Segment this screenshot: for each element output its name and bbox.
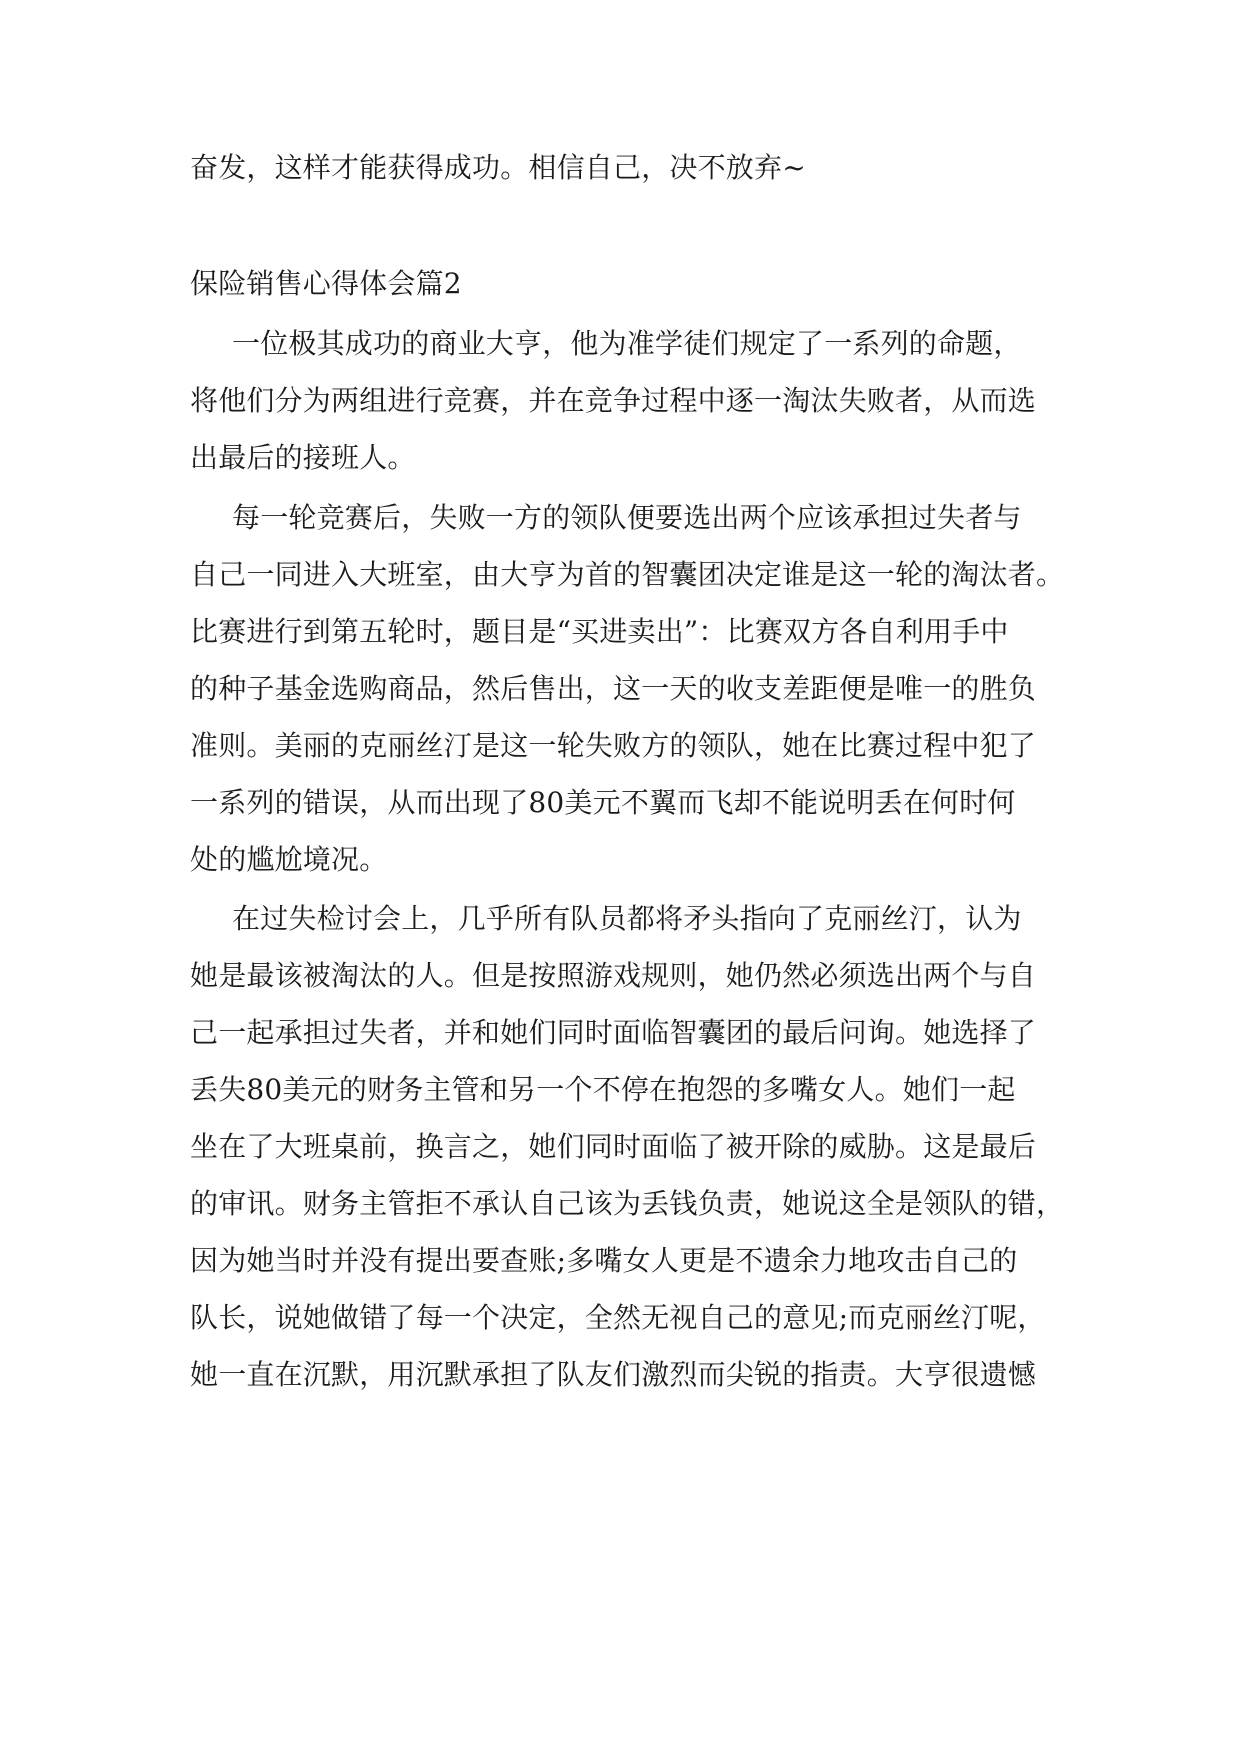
paragraph-line: 在过失检讨会上，几乎所有队员都将矛头指向了克丽丝汀，认为 [232,902,1022,935]
paragraph-line: 坐在了大班桌前，换言之，她们同时面临了被开除的威胁。这是最后 [190,1130,1037,1163]
paragraph-line: 每一轮竞赛后，失败一方的领队便要选出两个应该承担过失者与 [232,501,1022,534]
paragraph-line: 的种子基金选购商品，然后售出，这一天的收支差距便是唯一的胜负 [190,672,1037,705]
paragraph-line: 她是最该被淘汰的人。但是按照游戏规则，她仍然必须选出两个与自 [190,959,1037,992]
paragraph-line: 一系列的错误，从而出现了80美元不翼而飞却不能说明丢在何时何 [190,786,1016,819]
paragraph-line: 比赛进行到第五轮时，题目是“买进卖出”：比赛双方各自利用手中 [190,615,1009,648]
paragraph-line: 出最后的接班人。 [190,441,416,474]
paragraph-line: 准则。美丽的克丽丝汀是这一轮失败方的领队，她在比赛过程中犯了 [190,729,1037,762]
text-line: 奋发，这样才能获得成功。相信自己，决不放弃~ [190,151,806,184]
section-heading: 保险销售心得体会篇2 [190,267,462,300]
paragraph-line: 队长，说她做错了每一个决定，全然无视自己的意见;而克丽丝汀呢， [190,1301,1046,1334]
paragraph-line: 一位极其成功的商业大亨，他为准学徒们规定了一系列的命题， [232,327,1022,360]
paragraph-line: 丢失80美元的财务主管和另一个不停在抱怨的多嘴女人。她们一起 [190,1073,1016,1106]
paragraph-line: 的审讯。财务主管拒不承认自己该为丢钱负责，她说这全是领队的错， [190,1187,1065,1220]
paragraph-line: 己一起承担过失者，并和她们同时面临智囊团的最后问询。她选择了 [190,1016,1037,1049]
paragraph-line: 自己一同进入大班室，由大亨为首的智囊团决定谁是这一轮的淘汰者。 [190,558,1065,591]
paragraph-line: 处的尴尬境况。 [190,843,388,876]
paragraph-line: 因为她当时并没有提出要查账;多嘴女人更是不遗余力地攻击自己的 [190,1244,1018,1277]
paragraph-line: 将他们分为两组进行竞赛，并在竞争过程中逐一淘汰失败者，从而选 [190,384,1037,417]
paragraph-line: 她一直在沉默，用沉默承担了队友们激烈而尖锐的指责。大亨很遗憾 [190,1358,1037,1391]
